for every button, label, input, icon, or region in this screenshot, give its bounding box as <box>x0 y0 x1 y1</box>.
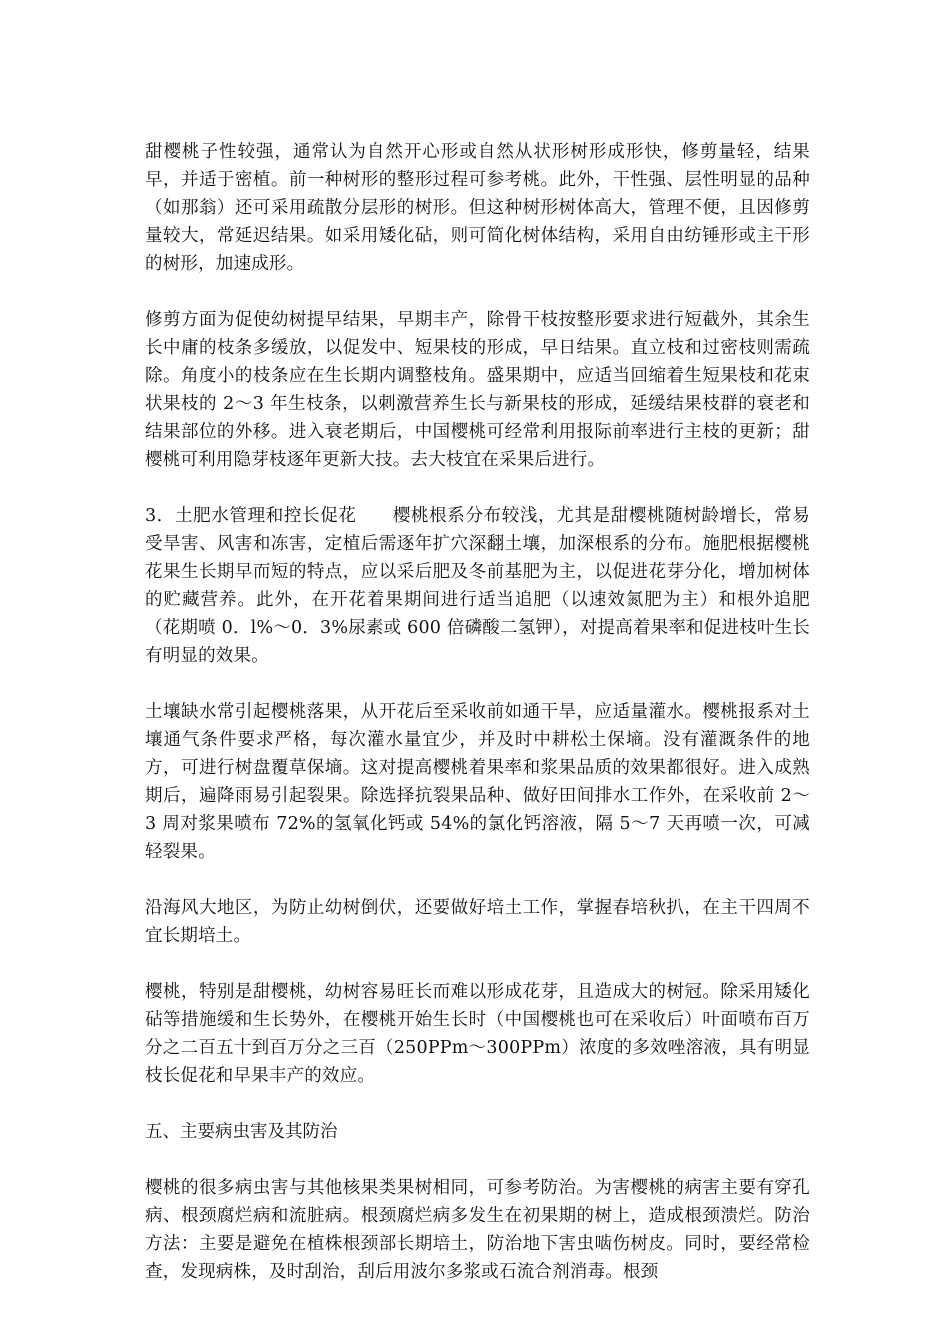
section-heading: 五、主要病虫害及其防治 <box>145 1122 338 1142</box>
paragraph-irrigation: 土壤缺水常引起樱桃落果，从开花后至采收前如通干旱，应适量灌水。樱桃报系对土壤通气条件要求严格，每次灌水量宜少，并及时中耕松土保墒。没有灌溉条件的地方，可进行树盘覆草保墒。这对提高樱桃着果率和浆果品质的效果都很好。进入成熟期后，遍降雨易引起裂果。除选择抗裂果品种、做好田间排水工作外，在采收前 2～3 周对浆果喷布 72%的氢氧化钙或 54%的氯化钙溶液，隔 5～7 天再喷一次，可减轻裂果。 <box>145 702 810 862</box>
paragraph-soil-fertilizer: 3．土肥水管理和控长促花 樱桃根系分布较浅，尤其是甜樱桃随树龄增长，常易受旱害、风害和冻害，定植后需逐年扩穴深翻土壤，加深根系的分布。施肥根据樱桃花果生长期早而短的特点，应以采后肥及冬前基肥为主，以促进花芽分化，增加树体的贮藏营养。此外，在开花着果期间进行适当追肥（以速效氮肥为主）和根外追肥（花期喷 0．l%～0．3%尿素或 600 倍磷酸二氢钾），对提高着果率和促进枝叶生长有明显的效果。 <box>145 506 810 666</box>
paragraph-earthing-up: 沿海风大地区，为防止幼树倒伏，还要做好培土工作，掌握春培秋扒，在主干四周不宜长期培土。 <box>145 898 810 946</box>
paragraph-pests-diseases: 樱桃的很多病虫害与其他核果类果树相同，可参考防治。为害樱桃的病害主要有穿孔病、根颈腐烂病和流脏病。根颈腐烂病多发生在初果期的树上，造成根颈溃烂。防治方法：主要是避免在植株根颈部长期培土，防治地下害虫啮伤树皮。同时，要经常检查，发现病株，及时刮治，刮后用波尔多浆或石流合剂消毒。根颈 <box>145 1178 810 1282</box>
paragraph-tree-shapes: 甜樱桃子性较强，通常认为自然开心形或自然从状形树形成形快，修剪量轻，结果早，并适于密植。前一种树形的整形过程可参考桃。此外，干性强、层性明显的品种（如那翁）还可采用疏散分层形的树形。但这种树形树体高大，管理不便，且因修剪量较大，常延迟结果。如采用矮化砧，则可简化树体结构，采用自由纺锤形或主干形的树形，加速成形。 <box>145 142 810 274</box>
paragraph-growth-control: 樱桃，特别是甜樱桃，幼树容易旺长而难以形成花芽，且造成大的树冠。除采用矮化砧等措施缓和生长势外，在樱桃开始生长时（中国樱桃也可在采收后）叶面喷布百万分之二百五十到百万分之三百（250PPm～300PPm）浓度的多效唑溶液，具有明显枝长促花和早果丰产的效应。 <box>145 982 810 1086</box>
document-page <box>145 138 810 1314</box>
paragraph-pruning: 修剪方面为促使幼树提早结果，早期丰产，除骨干枝按整形要求进行短截外，其余生长中庸的枝条多缓放，以促发中、短果枝的形成，早日结果。直立枝和过密枝则需疏除。角度小的枝条应在生长期内调整枝角。盛果期中，应适当回缩着生短果枝和花束状果枝的 2～3 年生枝条，以刺激营养生长与新果枝的形成，延缓结果枝群的衰老和结果部位的外移。进入衰老期后，中国樱桃可经常利用报际前率进行主枝的更新；甜樱桃可利用隐芽枝逐年更新大技。去大枝宜在采果后进行。 <box>145 310 810 470</box>
